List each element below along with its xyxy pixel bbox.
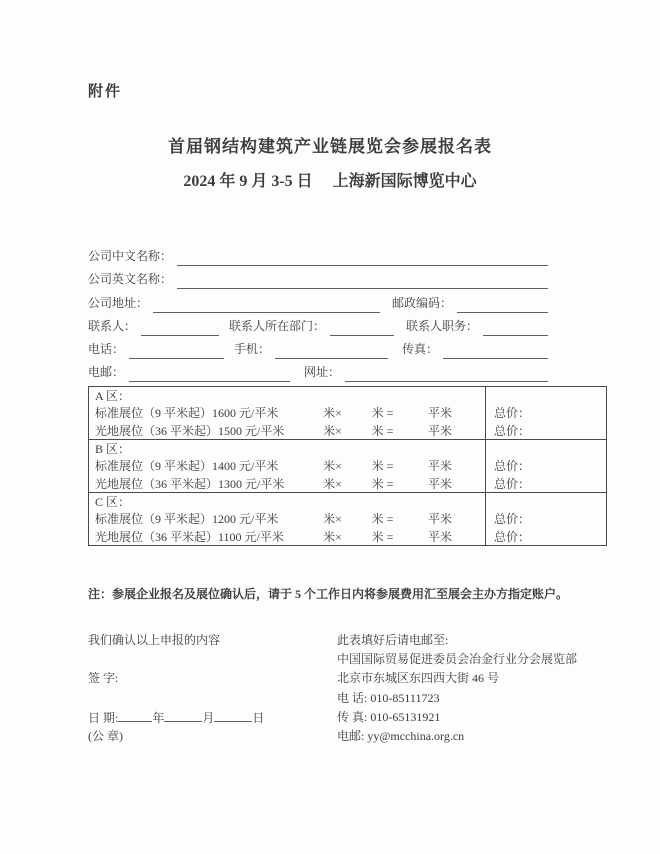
zone-a-standard-total-label: 总价：: [494, 406, 531, 421]
event-date-venue: 2024 年 9 月 3-5 日 上海新国际博览中心: [183, 173, 477, 190]
company-cn-row: [88, 243, 548, 266]
contact-label: 联系人：: [88, 318, 137, 333]
department-label: 联系人所在部门：: [229, 318, 326, 333]
organizer-email-label: 电邮:: [337, 728, 368, 743]
booth-price-table: [88, 386, 607, 546]
zone-c-standard-booth-row: [89, 510, 607, 527]
payment-note: 注：参展企业报名及展位确认后，请于 5 个工作日内将参展费用汇至展会主办方指定账户。: [88, 587, 569, 601]
company-en-row: [88, 266, 548, 289]
department-blank-line: [330, 319, 394, 336]
date-day-blank: [214, 708, 252, 722]
zone-a-header-total-cell: [486, 387, 607, 405]
attachment-label: 附件: [88, 84, 123, 100]
meters-equals-label: 米 =: [371, 512, 394, 527]
zone-a-standard-booth-row: [89, 404, 607, 421]
signature-label: 签 字:: [88, 671, 119, 686]
email-row: [88, 359, 548, 382]
organizer-email-address: yy@mcchina.org.cn: [367, 728, 465, 743]
zone-b-header-total-cell: [486, 439, 607, 457]
company-cn-label: 公司中文名称：: [88, 249, 173, 264]
organizer-fax-label: 传 真:: [337, 709, 371, 724]
square-meters-label: 平米: [427, 476, 452, 491]
date-line: [88, 708, 337, 727]
postcode-label: 邮政编码：: [392, 295, 453, 310]
meters-times-label: 米×: [323, 476, 342, 491]
zone-b-name: B 区：: [95, 442, 131, 457]
zone-c-name: C 区：: [95, 494, 131, 509]
organizer-phone-label: 电 话:: [337, 690, 371, 705]
organizer-name: 中国国际贸易促进委员会冶金行业分会展览部: [337, 652, 578, 667]
zone-b-standard-desc: 标准展位（9 平米起）1400 元/平米: [95, 459, 279, 474]
zone-a-rawspace-desc: 光地展位（36 平米起）1500 元/平米: [95, 423, 285, 438]
page-title: 首届钢结构建筑产业链展览会参展报名表: [168, 137, 492, 156]
zone-a-name: A 区：: [95, 389, 131, 404]
address-blank-line: [153, 296, 380, 313]
meters-times-label: 米×: [323, 406, 342, 421]
website-label: 网址：: [304, 365, 341, 380]
meters-times-label: 米×: [323, 459, 342, 474]
organizer-phone-line: [337, 689, 588, 708]
zone-a-rawspace-booth-row: [89, 422, 607, 440]
company-en-blank-line: [177, 272, 548, 289]
position-blank-line: [483, 319, 548, 336]
meters-equals-label: 米 =: [371, 476, 394, 491]
send-to-instruction: 此表填好后请电邮至:: [337, 633, 449, 647]
phone-label: 电话：: [88, 341, 125, 356]
square-meters-label: 平米: [427, 406, 452, 421]
date-label: 日 期:: [88, 710, 119, 725]
square-meters-label: 平米: [427, 423, 452, 438]
registration-form: [88, 243, 548, 382]
company-seal-label: (公 章): [88, 728, 123, 743]
zone-c-header-row: [89, 492, 607, 510]
meters-equals-label: 米 =: [371, 423, 394, 438]
date-month-blank: [164, 708, 202, 722]
company-cn-blank-line: [177, 249, 548, 266]
meters-times-label: 米×: [323, 512, 342, 527]
day-label: 日: [252, 710, 265, 725]
contact-row: [88, 313, 548, 336]
square-meters-label: 平米: [427, 512, 452, 527]
zone-a-header-row: [89, 387, 607, 405]
fax-label: 传真：: [402, 341, 439, 356]
website-blank-line: [345, 365, 548, 382]
square-meters-label: 平米: [427, 529, 452, 544]
mobile-blank-line: [275, 342, 388, 359]
meters-equals-label: 米 =: [371, 529, 394, 544]
zone-c-standard-total-label: 总价：: [494, 512, 531, 527]
organizer-phone-number: 010-85111723: [370, 690, 440, 705]
organizer-fax-number: 010-65131921: [370, 709, 441, 724]
organizer-email-line: [337, 727, 588, 746]
zone-b-standard-booth-row: [89, 457, 607, 474]
email-blank-line: [129, 365, 290, 382]
zone-a-standard-desc: 标准展位（9 平米起）1600 元/平米: [95, 406, 279, 421]
signature-block: [88, 631, 337, 746]
contact-blank-line: [141, 319, 219, 336]
confirmation-statement: 我们确认以上申报的内容: [88, 633, 221, 647]
zone-c-header-total-cell: [486, 492, 607, 510]
zone-c-rawspace-desc: 光地展位（36 平米起）1100 元/平米: [95, 529, 284, 544]
phone-row: [88, 336, 548, 359]
square-meters-label: 平米: [427, 459, 452, 474]
zone-b-rawspace-booth-row: [89, 474, 607, 492]
phone-blank-line: [129, 342, 224, 359]
address-label: 公司地址：: [88, 295, 149, 310]
meters-times-label: 米×: [323, 423, 342, 438]
meters-equals-label: 米 =: [371, 406, 394, 421]
zone-c-rawspace-total-label: 总价：: [494, 529, 531, 544]
organizer-fax-line: [337, 708, 588, 727]
month-label: 月: [202, 710, 215, 725]
mobile-label: 手机：: [234, 341, 271, 356]
zone-c-rawspace-booth-row: [89, 527, 607, 545]
zone-a-rawspace-total-label: 总价：: [494, 423, 531, 438]
date-year-blank: [118, 708, 152, 722]
zone-b-rawspace-total-label: 总价：: [494, 476, 531, 491]
meters-times-label: 米×: [323, 529, 342, 544]
zone-b-rawspace-desc: 光地展位（36 平米起）1300 元/平米: [95, 476, 285, 491]
position-label: 联系人职务：: [406, 318, 479, 333]
postcode-blank-line: [457, 296, 548, 313]
meters-equals-label: 米 =: [371, 459, 394, 474]
year-label: 年: [152, 710, 165, 725]
organizer-address: 北京市东城区东四西大街 46 号: [337, 671, 500, 686]
company-en-label: 公司英文名称：: [88, 272, 173, 287]
address-row: [88, 289, 548, 312]
footer-section: [88, 631, 588, 746]
zone-c-standard-desc: 标准展位（9 平米起）1200 元/平米: [95, 512, 279, 527]
zone-b-header-row: [89, 439, 607, 457]
fax-blank-line: [443, 342, 548, 359]
zone-b-standard-total-label: 总价：: [494, 459, 531, 474]
email-label: 电邮：: [88, 365, 125, 380]
organizer-contact-block: [337, 631, 588, 746]
